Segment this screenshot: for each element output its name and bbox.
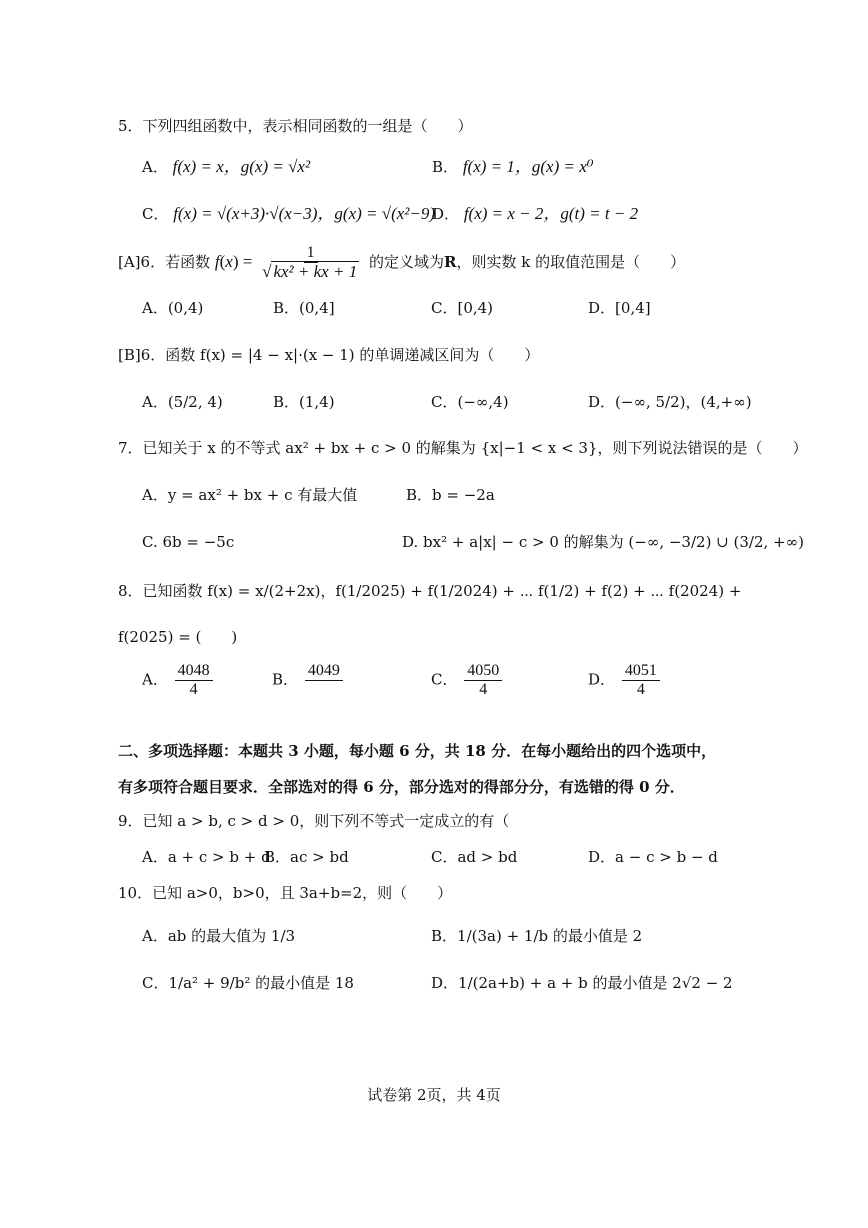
q10-stem: 10．已知 a>0，b>0，且 3a+b=2，则（ ）: [118, 884, 453, 902]
q7-stem: 7．已知关于 x 的不等式 ax² + bx + c > 0 的解集为 {x|−1 < x < 3}，则下列说法错误的是（ ）: [118, 439, 808, 457]
q8-choice-a: A． $\frac{4048}{4}$: [142, 662, 215, 699]
q6a-R: R: [444, 253, 457, 271]
q8-stem2: f(2025) = ( ): [118, 628, 238, 646]
q6b-tag: [B]6．: [118, 346, 166, 364]
q6a-stem-post: 的定义域为: [368, 253, 444, 271]
q6b-choice-a: A．(5/2, 4): [142, 393, 223, 411]
section2-line2: 有多项符合题目要求．全部选对的得 6 分，部分选对的得部分分，有选错的得 0 分．: [118, 778, 685, 796]
q6a-choice-a: A．(0,4): [142, 299, 204, 317]
q9-stem: 9．已知 a > b, c > d > 0，则下列不等式一定成立的有（: [118, 812, 510, 830]
q7-choice-a: A．y = ax² + bx + c 有最大值: [142, 486, 358, 504]
q6b-choice-d: D．(−∞, 5/2)，(4,+∞): [588, 393, 752, 411]
q8-choice-c: C． $\frac{4050}{4}$: [431, 662, 504, 699]
q8-stem: 8．已知函数 f(x) = x/(2+2x)，f(1/2025) + f(1/2024) + ⋯ f(1/2) + f(2) + ⋯ f(2024) +: [118, 582, 742, 600]
q5-c-math: f(x) = √(x+3)·√(x−3)，g(x) = √(x²−9): [173, 204, 436, 223]
q6b-choice-b: B．(1,4): [273, 393, 335, 411]
page-footer: 试卷第 2页，共 4页: [367, 1086, 501, 1104]
q7-choice-d: D. bx² + a|x| − c > 0 的解集为 (−∞, −3/2) ∪ (3/2, +∞): [402, 533, 804, 551]
q7-choice-b: B．b = −2a: [406, 486, 495, 504]
q6b-stem: [118, 344, 539, 366]
q6a-tag: [A]6．: [118, 253, 166, 271]
section2-line1: 二、多项选择题：本题共 3 小题，每小题 6 分，共 18 分．在每小题给出的四个选项中，: [118, 742, 717, 760]
q6a-stem: [A]6．若函数 f(x) = $\frac{1}{\text{√ kx² + kx + 1}}$ 的定义域为R，则实数 k 的取值范围是（ ）: [118, 244, 686, 281]
q6a-choice-b: B．(0,4]: [273, 299, 335, 317]
q6a-stem-pre: 若函数: [165, 253, 211, 271]
q6b-stem-text: 函数 f(x) = |4 − x|·(x − 1) 的单调递减区间为（ ）: [165, 346, 540, 364]
q5-choice-a: A． f(x) = x，g(x) = √x²: [142, 157, 311, 176]
q8-choice-b: B． 4049: [272, 662, 345, 699]
q6b-choice-c: C．(−∞,4): [431, 393, 509, 411]
q5-choice-c: C． f(x) = √(x+3)·√(x−3)，g(x) = √(x²−9): [142, 204, 436, 223]
q8-choice-d: D． $\frac{4051}{4}$: [588, 662, 662, 699]
q10-choice-c: C．1/a² + 9/b² 的最小值是 18: [142, 974, 354, 992]
q5-b-math: f(x) = 1，g(x) = x⁰: [462, 157, 594, 176]
q9-choice-a: A．a + c > b + d: [142, 848, 271, 866]
q6a-choice-c: C．[0,4): [431, 299, 494, 317]
q5-choice-d: D． f(x) = x − 2，g(t) = t − 2: [432, 204, 639, 223]
q7-choice-c: C. 6b = −5c: [142, 533, 235, 551]
q5-stem: 5．下列四组函数中，表示相同函数的一组是（ ）: [118, 117, 473, 135]
q6a-choice-d: D．[0,4]: [588, 299, 651, 317]
q6a-stem-end: ，则实数 k 的取值范围是（ ）: [456, 253, 686, 271]
q5-a-math: f(x) = x，g(x) = √x²: [172, 157, 311, 176]
q6a-fraction: $\frac{1}{\text{√ kx² + kx + 1}}$: [262, 244, 358, 281]
q5-choice-b: B． f(x) = 1，g(x) = x⁰: [432, 157, 594, 176]
q9-choice-b: B．ac > bd: [264, 848, 349, 866]
q5-d-math: f(x) = x − 2，g(t) = t − 2: [463, 204, 639, 223]
q9-choice-d: D．a − c > b − d: [588, 848, 718, 866]
q10-choice-a: A．ab 的最大值为 1/3: [142, 927, 296, 945]
q10-choice-b: B．1/(3a) + 1/b 的最小值是 2: [431, 927, 643, 945]
q9-choice-c: C．ad > bd: [431, 848, 518, 866]
q10-choice-d: D．1/(2a+b) + a + b 的最小值是 2√2 − 2: [431, 974, 733, 992]
